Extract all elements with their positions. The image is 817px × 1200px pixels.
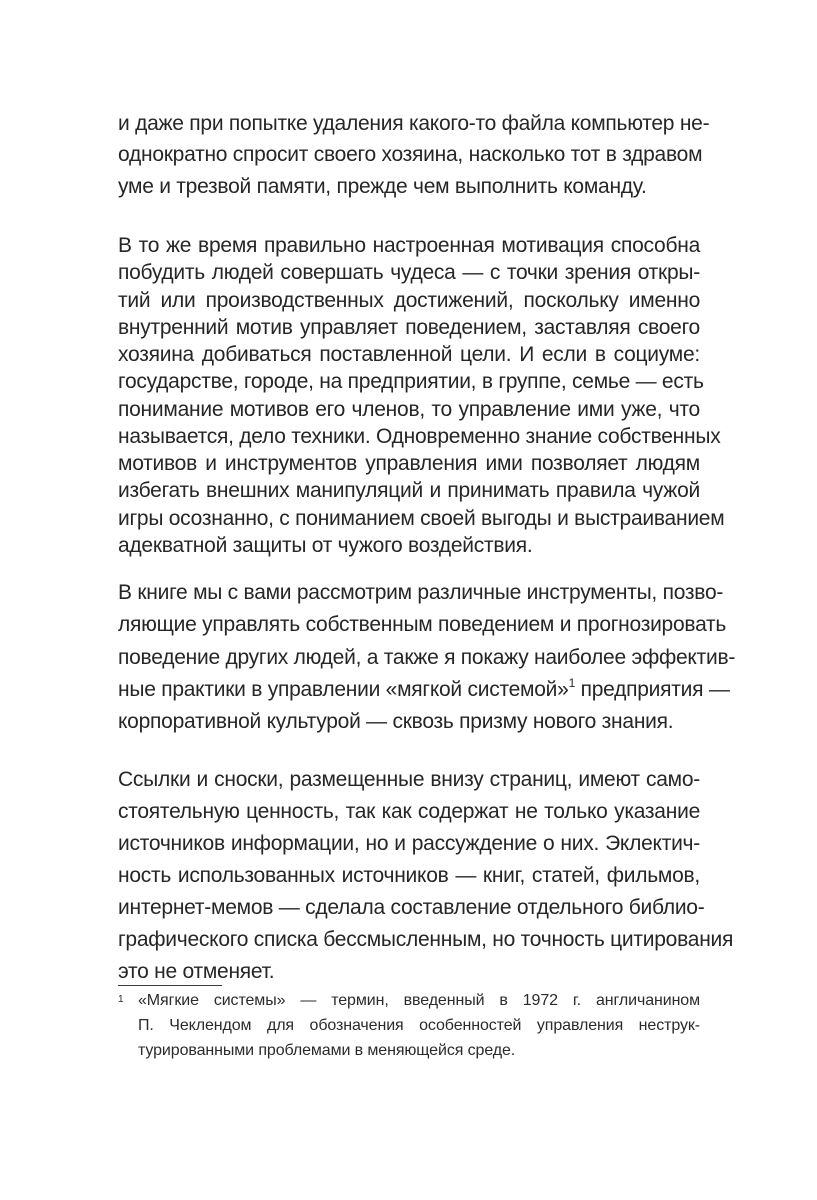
footnote-line-2: П. Чеклендом для обозначения особенностей управления неструк-	[138, 1017, 700, 1034]
paragraph-4-line-1: Ссылки и сноски, размещенные внизу страниц, имеют само-	[118, 768, 700, 791]
paragraph-1-line-3: уме и трезвой памяти, прежде чем выполнить команду.	[118, 175, 647, 198]
paragraph-2-line-6: государстве, городе, на предприятии, в группе, семье — есть	[118, 370, 704, 393]
footnote-line-3: турированными проблемами в меняющейся среде.	[138, 1042, 516, 1059]
footnote-line-1: «Мягкие системы» — термин, введенный в 1972 г. англичанином	[138, 992, 700, 1009]
paragraph-2-line-11: игры осознанно, с пониманием своей выгоды и выстраиванием	[118, 507, 725, 530]
paragraph-4-line-7: это не отменяет.	[118, 960, 275, 983]
paragraph-3-line-3: поведение других людей, а также я покажу наиболее эффектив-	[118, 646, 736, 669]
paragraph-2-line-9: мотивов и инструментов управления ими позволяет людям	[118, 452, 700, 475]
paragraph-3-line-4	[118, 676, 730, 704]
paragraph-4-line-2: стоятельную ценность, так как содержат не только указание	[118, 800, 700, 823]
paragraph-2-line-8: называется, дело техники. Одновременно знание собственных	[118, 425, 721, 448]
paragraph-1-line-2: однократно спросит своего хозяина, насколько тот в здравом	[118, 143, 703, 166]
paragraph-3-line-4-tail: предприятия —	[575, 678, 730, 701]
paragraph-3-line-1: В книге мы с вами рассмотрим различные инструменты, позво-	[118, 581, 724, 604]
paragraph-2-line-4: внутренний мотив управляет поведением, заставляя своего	[118, 316, 700, 339]
footnote-marker: 1	[118, 994, 124, 1005]
paragraph-3-line-2: ляющие управлять собственным поведением и прогнозировать	[118, 613, 727, 636]
paragraph-2-line-2: побудить людей совершать чудеса — с точки зрения откры-	[118, 261, 700, 284]
paragraph-4-line-4: ность использованных источников — книг, статей, фильмов,	[118, 864, 700, 887]
paragraph-1-line-1: и даже при попытке удаления какого-то файла компьютер не-	[118, 112, 710, 135]
paragraph-2-line-10: избегать внешних манипуляций и принимать правила чужой	[118, 479, 700, 502]
paragraph-4-line-5: интернет-мемов — сделала составление отдельного библио-	[118, 896, 705, 919]
paragraph-2-line-7: понимание мотивов его членов, то управление ими уже, что	[118, 398, 700, 421]
paragraph-2-line-5: хозяина добиваться поставленной цели. И если в социуме:	[118, 343, 700, 366]
paragraph-2-line-12: адекватной защиты от чужого воздействия.	[118, 534, 533, 557]
paragraph-3-line-4-text: ные практики в управлении «мягкой системой»	[118, 678, 569, 701]
paragraph-3-line-5: корпоративной культурой — сквозь призму нового знания.	[118, 710, 674, 733]
footnote-reference[interactable]: 1	[568, 676, 576, 690]
footnote-divider	[118, 985, 222, 986]
paragraph-2-line-1: В то же время правильно настроенная мотивация способна	[118, 234, 700, 257]
paragraph-2-line-3: тий или производственных достижений, поскольку именно	[118, 289, 700, 312]
paragraph-4-line-3: источников информации, но и рассуждение о них. Эклектич-	[118, 832, 700, 855]
paragraph-4-line-6: графического списка бессмысленным, но точность цитирования	[118, 928, 734, 951]
